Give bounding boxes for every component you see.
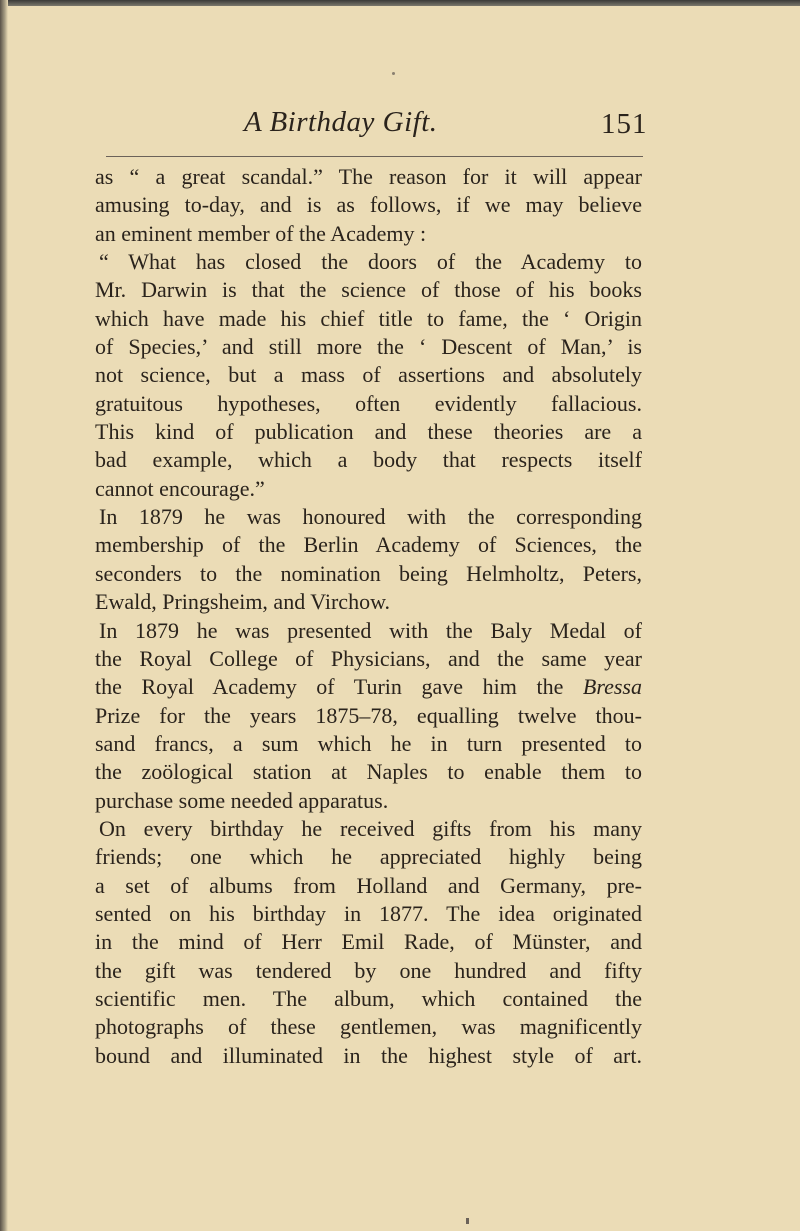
- text-line: as “ a great scandal.” The reason for it will appear: [95, 164, 642, 189]
- text-line: amusing to-day, and is as follows, if we may believe: [95, 192, 642, 218]
- text-line: “ What has closed the doors of the Academy to: [99, 249, 642, 275]
- text-line: friends; one which he appreciated highly being: [95, 844, 642, 870]
- text-line: This kind of publication and these theories are a: [95, 419, 642, 445]
- page-header: [0, 106, 800, 150]
- text-line: seconders to the nomination being Helmholtz, Peters,: [95, 560, 642, 586]
- text-line: of Species,’ and still more the ‘ Descent of Man,’ is: [95, 334, 642, 360]
- text-line: the Royal College of Physicians, and the same year: [95, 645, 642, 671]
- text-line: sented on his birthday in 1877. The idea originated: [95, 900, 642, 926]
- book-binding-edge: [0, 0, 8, 1231]
- text-line: cannot encourage.”: [95, 475, 265, 501]
- text-line: bound and illuminated in the highest style of art.: [95, 1042, 642, 1068]
- print-speck-bottom: [466, 1218, 469, 1224]
- header-rule: [106, 156, 643, 157]
- text-line: In 1879 he was honoured with the corresponding: [99, 504, 642, 530]
- body-text: [95, 163, 642, 1070]
- text-line: not science, but a mass of assertions and absolutely: [95, 362, 642, 388]
- text-line: an eminent member of the Academy :: [95, 220, 427, 246]
- text-line: bad example, which a body that respects itself: [95, 447, 642, 473]
- text-line-with-italic: [95, 673, 642, 701]
- text-line: Prize for the years 1875–78, equalling twelve thou-: [95, 702, 642, 728]
- text-line: Ewald, Pringsheim, and Virchow.: [95, 589, 391, 615]
- text-line: gratuitous hypotheses, often evidently fallacious.: [95, 390, 642, 416]
- text-line: purchase some needed apparatus.: [95, 787, 389, 813]
- running-head: A Birthday Gift.: [244, 106, 438, 138]
- text-segment: the Royal Academy of Turin gave him the: [95, 674, 564, 700]
- text-line: a set of albums from Holland and Germany, pre-: [95, 872, 642, 898]
- text-line: scientific men. The album, which contained the: [95, 985, 642, 1011]
- text-line: which have made his chief title to fame, the ‘ Origin: [95, 305, 642, 331]
- text-line: Mr. Darwin is that the science of those of his books: [95, 277, 642, 303]
- text-line: In 1879 he was presented with the Baly Medal of: [99, 617, 642, 643]
- print-speck: [392, 72, 395, 75]
- page-top-edge: [0, 0, 800, 6]
- text-line: the gift was tendered by one hundred and fifty: [95, 957, 642, 983]
- text-line: On every birthday he received gifts from his many: [99, 815, 642, 841]
- text-line: sand francs, a sum which he in turn presented to: [95, 730, 642, 756]
- text-line: photographs of these gentlemen, was magnificently: [95, 1014, 642, 1040]
- page-number: 151: [601, 108, 648, 140]
- text-line: the zoölogical station at Naples to enable them to: [95, 759, 642, 785]
- text-line: in the mind of Herr Emil Rade, of Münster, and: [95, 929, 642, 955]
- italic-prize-name: Bressa: [582, 674, 642, 700]
- text-line: membership of the Berlin Academy of Sciences, the: [95, 532, 642, 558]
